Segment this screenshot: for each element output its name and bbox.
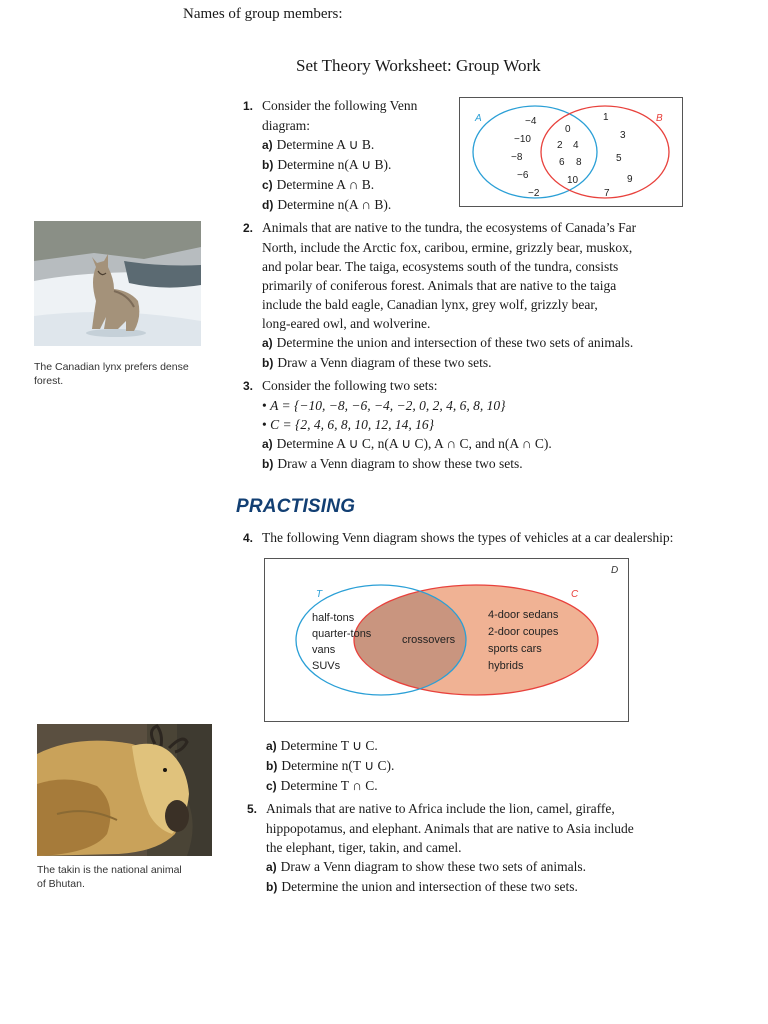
set-d-label: D [611,565,619,576]
element: half-tons [312,612,355,624]
question-text: and polar bear. The taiga, ecosystems south of the tundra, consists [262,259,619,274]
element: 10 [567,175,579,186]
element: 1 [603,112,609,123]
element: 0 [565,124,571,135]
question-number: 4. [243,531,254,545]
element: −6 [517,170,529,181]
question-text: primarily of coniferous forest. Animals that are native to the taiga [262,278,617,293]
element: 3 [620,130,626,141]
venn-diagram-vehicles [264,558,629,723]
element: 2-door coupes [488,626,559,638]
question-1 [243,96,453,215]
question-part: a) Determine A ∪ B. [262,137,375,152]
question-part: a) Determine the union and intersection of these two sets of animals. [262,335,634,350]
question-number: 3. [243,379,254,393]
question-3 [243,376,693,474]
question-text: Consider the following two sets: [262,378,438,393]
element: 7 [604,188,610,199]
question-text: Animals that are native to Africa include the lion, camel, giraffe, [266,801,615,816]
takin-caption: The takin is the national animal of Bhutan. [37,864,182,890]
question-text: diagram: [262,118,310,133]
question-part: a) Determine A ∪ C, n(A ∪ C), A ∩ C, and n(A ∩ C). [262,436,552,451]
question-text: the elephant, tiger, takin, and camel. [266,840,462,855]
element: −8 [511,152,523,163]
question-text: North, include the Arctic fox, caribou, ermine, grizzly bear, muskox, [262,240,633,255]
question-number: 5. [247,802,258,816]
question-text: Animals that are native to the tundra, the ecosystems of Canada’s Far [262,220,637,235]
question-5 [247,799,697,897]
question-text: include the bald eagle, Canadian lynx, grey wolf, grizzly bear, [262,297,598,312]
lynx-photo [34,221,201,346]
question-4 [243,528,723,548]
element: −4 [525,116,537,127]
question-part: a) Determine T ∪ C. [266,738,378,753]
question-4-parts [247,736,547,796]
element: SUVs [312,660,341,672]
question-number: 2. [243,221,254,235]
question-text: Consider the following Venn [262,98,418,113]
question-part: c) Determine A ∩ B. [262,177,375,192]
element: 2 [557,140,563,151]
question-number: 1. [243,99,254,113]
set-b-label: B [656,113,663,124]
question-part: d) Determine n(A ∩ B). [262,197,392,212]
takin-image [37,724,212,856]
question-part: a) Draw a Venn diagram to show these two sets of animals. [266,859,586,874]
venn-diagram-ab [459,97,683,207]
question-2 [243,218,693,373]
element: hybrids [488,660,524,672]
takin-photo [37,724,212,856]
question-part: b) Determine the union and intersection of these two sets. [266,879,578,894]
element: sports cars [488,643,542,655]
group-members-label: Names of group members: [183,6,343,22]
question-part: b) Draw a Venn diagram to show these two sets. [262,456,523,471]
worksheet-title: Set Theory Worksheet: Group Work [296,56,541,75]
element: 9 [627,174,633,185]
question-part: b) Determine n(A ∪ B). [262,157,392,172]
element: crossovers [402,634,456,646]
question-text: long-eared owl, and wolverine. [262,316,431,331]
set-a-label: A [475,113,482,124]
set-c-label: C [571,589,579,600]
element: vans [312,644,336,656]
section-heading: PRACTISING [236,496,356,517]
question-part: c) Determine T ∩ C. [266,778,378,793]
element: 5 [616,153,622,164]
set-definition: • A = {−10, −8, −6, −4, −2, 0, 2, 4, 6, 8, 10} [262,398,506,413]
element: 4-door sedans [488,609,559,621]
lynx-image [34,221,201,346]
element: 8 [576,157,582,168]
element: −10 [514,134,531,145]
lynx-caption: The Canadian lynx prefers dense forest. [34,361,189,387]
question-part: b) Draw a Venn diagram of these two sets. [262,355,492,370]
element: −2 [528,188,540,199]
question-text: The following Venn diagram shows the types of vehicles at a car dealership: [262,530,674,545]
element: 6 [559,157,565,168]
question-part: b) Determine n(T ∪ C). [266,758,395,773]
question-text: hippopotamus, and elephant. Animals that are native to Asia include [266,821,634,836]
set-t-label: T [316,589,323,600]
element: 4 [573,140,579,151]
set-definition: • C = {2, 4, 6, 8, 10, 12, 14, 16} [262,417,435,432]
element: quarter-tons [312,628,372,640]
